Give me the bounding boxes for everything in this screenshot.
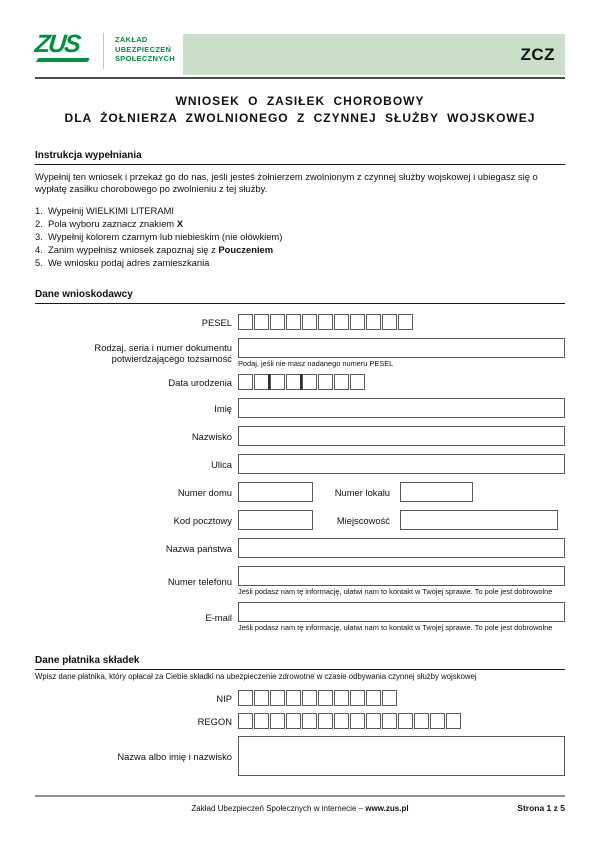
pesel-label: PESEL [201,316,232,328]
char-cell[interactable] [366,314,381,330]
regon-label: REGON [197,715,232,727]
logo-divider [103,33,104,69]
postal-code-label: Kod pocztowy [173,514,232,526]
applicant-fields [35,314,565,632]
email-hint: Jeśli podasz nam tę informację, ułatwi nam to kontakt w Twojej sprawie. To pole jest dobrowolne [238,623,553,632]
zus-org-name [115,32,175,64]
email-label: E-mail [205,611,232,623]
form-code-bar [183,34,565,75]
applicant-section-heading: Dane wnioskodawcy [35,289,565,304]
char-cell[interactable] [430,713,445,729]
char-cell[interactable] [270,690,285,706]
field-row-email [35,602,565,632]
char-cell[interactable] [350,690,365,706]
char-cell[interactable] [414,713,429,729]
document-input[interactable] [238,338,565,358]
char-cell[interactable] [286,374,301,390]
field-row-pesel [35,314,565,330]
instructions-list [35,204,565,269]
char-cell[interactable] [238,713,253,729]
document-label: Rodzaj, seria i numer dokumentu potwierdzającego tożsamość [94,342,232,364]
form-code: ZCZ [520,44,555,64]
payer-section-heading: Dane płatnika składek [35,655,565,670]
last-name-input[interactable] [238,426,565,446]
footer [35,795,565,813]
char-cell[interactable] [254,713,269,729]
instructions-heading: Instrukcja wypełniania [35,150,565,165]
char-cell[interactable] [318,374,333,390]
org-line-1: ZAKŁAD [115,35,148,44]
country-label: Nazwa państwa [165,542,232,554]
flat-no-input[interactable] [400,482,473,502]
instruction-item: 2. Pola wyboru zaznacz znakiem X [35,218,183,229]
pesel-input [238,314,414,330]
regon-input [238,713,462,729]
city-label: Miejscowość [336,514,390,526]
char-cell[interactable] [270,314,285,330]
char-cell[interactable] [334,314,349,330]
instruction-item: 4. Zanim wypełnisz wniosek zapoznaj się z Pouczeniem [35,244,274,255]
field-row-last-name [35,426,565,446]
char-cell[interactable] [302,690,317,706]
payer-name-input[interactable] [238,736,565,776]
field-row-phone [35,566,565,596]
char-cell[interactable] [254,314,269,330]
char-cell[interactable] [398,314,413,330]
payer-name-label: Nazwa albo imię i nazwisko [117,750,232,762]
field-row-first-name [35,398,565,418]
zus-logo-swoosh [36,58,90,62]
header-rule [35,77,565,79]
char-cell[interactable] [254,690,269,706]
char-cell[interactable] [270,374,285,390]
field-row-house-flat [35,482,565,502]
zus-logo-text: ZUS [33,30,81,58]
first-name-label: Imię [214,402,232,414]
field-row-regon [35,713,565,729]
char-cell[interactable] [318,713,333,729]
nip-label: NIP [216,692,232,704]
nip-input [238,690,398,706]
char-cell[interactable] [318,314,333,330]
char-cell[interactable] [398,713,413,729]
field-row-postal-city [35,510,565,530]
instruction-item: 1. Wypełnij WIELKIMI LITERAMI [35,205,174,216]
city-input[interactable] [400,510,558,530]
char-cell[interactable] [366,690,381,706]
country-input[interactable] [238,538,565,558]
char-cell[interactable] [382,713,397,729]
footer-text: Zakład Ubezpieczeń Społecznych w internecie – www.zus.pl [191,804,409,813]
char-cell[interactable] [238,374,253,390]
char-cell[interactable] [334,374,349,390]
char-cell[interactable] [366,713,381,729]
org-line-2: UBEZPIECZEŃ [115,44,172,54]
house-no-input[interactable] [238,482,313,502]
char-cell[interactable] [270,713,285,729]
page-indicator: Strona 1 z 5 [517,803,565,813]
char-cell[interactable] [334,713,349,729]
birth-date-input [238,374,366,390]
zus-logo [35,32,175,69]
phone-label: Numer telefonu [167,575,232,587]
house-no-label: Numer domu [177,486,232,498]
form-title [0,93,600,127]
street-label: Ulica [211,458,232,470]
instruction-item: 3. Wypełnij kolorem czarnym lub niebieskim (nie ołówkiem) [35,231,283,242]
phone-input[interactable] [238,566,565,586]
document-hint: Podaj, jeśli nie masz nadanego numeru PESEL [238,359,394,368]
payer-fields [35,690,565,776]
char-cell[interactable] [286,713,301,729]
char-cell[interactable] [318,690,333,706]
char-cell[interactable] [350,374,365,390]
phone-hint: Jeśli podasz nam tę informację, ułatwi nam to kontakt w Twojej sprawie. To pole jest dobrowolne [238,587,553,596]
char-cell[interactable] [286,690,301,706]
field-row-street [35,454,565,474]
form-title-line2: DLA ŻOŁNIERZA ZWOLNIONEGO Z CZYNNEJ SŁUŻBY WOJSKOWEJ [64,111,536,125]
field-row-nip [35,690,565,706]
char-cell[interactable] [254,374,269,390]
char-cell[interactable] [446,713,461,729]
field-row-country [35,538,565,558]
instruction-item: 5. We wniosku podaj adres zamieszkania [35,257,210,268]
char-cell[interactable] [238,314,253,330]
birth-date-label: Data urodzenia [168,376,232,388]
char-cell[interactable] [238,690,253,706]
header [35,30,565,77]
form-title-line1: WNIOSEK O ZASIŁEK CHOROBOWY [175,94,425,108]
zus-url: www.zus.pl [365,804,409,813]
email-input[interactable] [238,602,565,622]
org-line-3: SPOŁECZNYCH [115,54,175,63]
char-cell[interactable] [302,374,317,390]
char-cell[interactable] [334,690,349,706]
first-name-input[interactable] [238,398,565,418]
char-cell[interactable] [382,690,397,706]
last-name-label: Nazwisko [191,430,232,442]
char-cell[interactable] [286,314,301,330]
char-cell[interactable] [350,314,365,330]
payer-section-subtitle: Wpisz dane płatnika, który opłacał za Ciebie składki na ubezpieczenie zdrowotne w czasie odbywania czynnej służby wojskowej [35,672,477,681]
char-cell[interactable] [350,713,365,729]
char-cell[interactable] [302,713,317,729]
field-row-payer-name [35,736,565,776]
field-row-document [35,338,565,368]
zus-logo-mark [35,32,91,62]
postal-code-input[interactable] [238,510,313,530]
flat-no-label: Numer lokalu [334,486,390,498]
street-input[interactable] [238,454,565,474]
char-cell[interactable] [302,314,317,330]
instructions-intro: Wypełnij ten wniosek i przekaż go do nas, jeśli jesteś żołnierzem zwolnionym z czynnej służby wojskowej i ubiegasz się o wypłatę zasiłku chorobowego po zwolnieniu z tej służby. [35,171,538,194]
field-row-birth-date [35,374,565,390]
char-cell[interactable] [382,314,397,330]
